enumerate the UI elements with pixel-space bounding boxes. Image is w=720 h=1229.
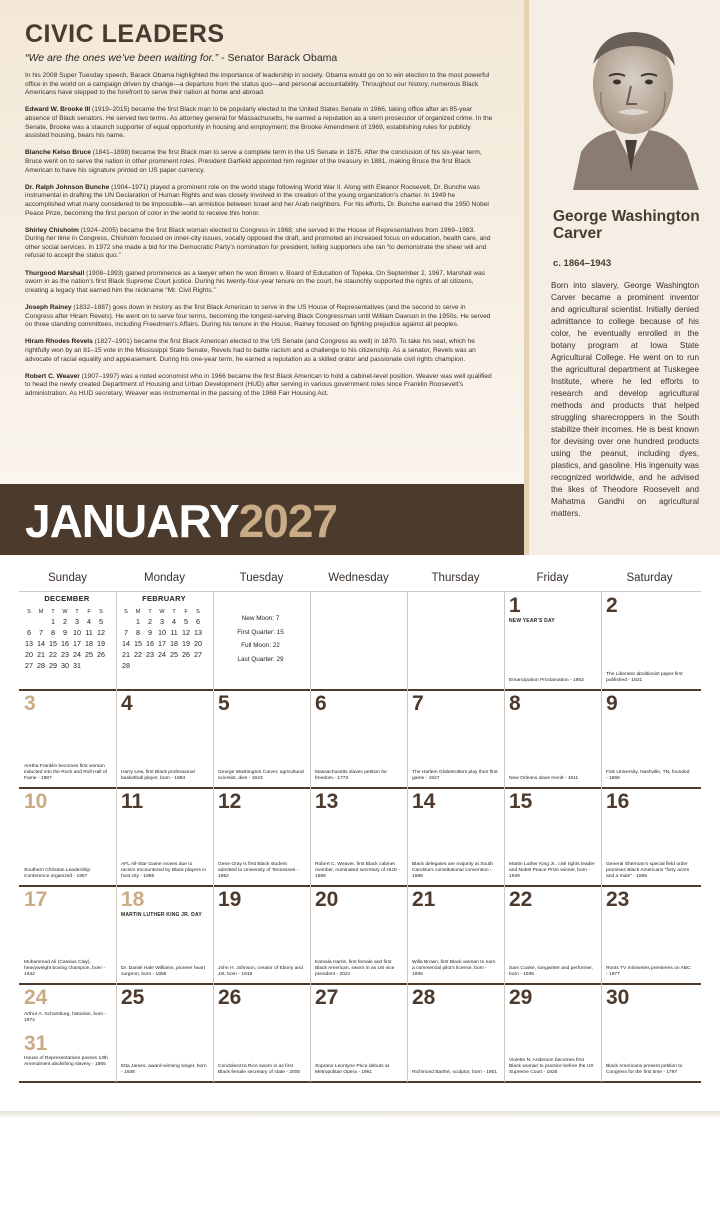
mini-calendar-weekday: T (172, 608, 176, 615)
day-number: 9 (606, 692, 618, 715)
calendar-day-cell[interactable] (407, 984, 504, 1082)
calendar-day-cell[interactable] (213, 886, 310, 984)
calendar-day-cell[interactable] (116, 690, 213, 788)
leader-name: Edward W. Brooke III (25, 106, 91, 114)
leader-entry (25, 106, 495, 140)
mini-calendar-weekday: T (75, 608, 79, 615)
mini-calendar-day (83, 660, 95, 671)
mini-calendar-day: 11 (170, 628, 178, 637)
mini-calendar-day: 27 (25, 661, 33, 670)
mini-calendar-weekday: S (196, 608, 200, 615)
mini-calendar-day: 10 (73, 628, 81, 637)
day-number: 30 (606, 986, 630, 1009)
mini-calendar-day (180, 660, 192, 671)
mini-calendar-day: 1 (51, 617, 55, 626)
mini-calendar-day (95, 660, 107, 671)
historical-event-note: General Sherman’s special field order promises Black Americans “forty acres and a mule” - 1865 (606, 862, 690, 879)
mini-calendar-day: 21 (122, 650, 130, 659)
mini-calendar-day: 17 (73, 639, 81, 648)
mini-calendar-day: 3 (75, 617, 79, 626)
mini-calendar-day: 5 (99, 617, 103, 626)
leader-entry (25, 338, 495, 364)
mini-calendar-day (35, 616, 47, 627)
featured-name: George Washington Carver (553, 208, 700, 242)
featured-dates: c. 1864–1943 (553, 258, 612, 269)
leader-name: Shirley Chisholm (25, 226, 79, 234)
mini-calendar-weekday: S (99, 608, 103, 615)
historical-event-note: Massachusetts slaves petition for freedom - 1773 (315, 770, 388, 781)
historical-event-note: Gene Gray is first Black student admitted to University of Tennessee - 1952 (218, 862, 299, 879)
article-body (25, 72, 495, 407)
calendar-day-cell[interactable] (504, 592, 601, 690)
mini-calendar-day: 26 (182, 650, 190, 659)
mini-calendar-day: 14 (37, 639, 45, 648)
mini-calendar-day: 24 (158, 650, 166, 659)
moon-phase: Full Moon: 22 (241, 642, 280, 649)
quote-author: - Senator Barack Obama (218, 52, 338, 64)
portrait-illustration (553, 22, 709, 190)
calendar-day-cell[interactable] (310, 788, 407, 886)
day-number: 26 (218, 986, 242, 1009)
historical-event-note: AFL All-Star Game moves due to racism encountered by Black players in host city - 1965 (121, 862, 207, 879)
day-number: 7 (412, 692, 424, 715)
section-title: CIVIC LEADERS (25, 20, 225, 48)
mini-calendar-day: 16 (61, 639, 69, 648)
mini-calendar-weekday: F (87, 608, 91, 615)
day-number: 16 (606, 790, 630, 813)
mini-calendar-day: 15 (49, 639, 57, 648)
mini-calendar-weekday: M (38, 608, 44, 615)
featured-bio: Born into slavery, George Washington Carver became a prominent inventor and agricultural scientist. Initially denied admittance to college because of his color, he eventually enrolled in the botany program at Iowa State Agricultural College. He went on to run the agricultural department at Tuskegee Institute, where he led efforts to research and develop agricultural methods and products that helped struggling sharecroppers in the South stabilize their incomes. He is best known for devising over one hundred products using the peanut, including dyes, plastics, and gasoline. His ingenuity was recognized worldwide, and he advised the likes of Theodore Roosevelt and Mahatma Gandhi on agricultural matters. (551, 281, 699, 518)
mini-calendar-day: 12 (182, 628, 190, 637)
calendar-day-cell[interactable] (504, 984, 601, 1082)
day-number: 21 (412, 888, 436, 911)
leader-text: (1841–1898) became the first Black man to serve a complete term in the US Senate in 1875. After the conclusion of his six-year term, Bruce went on to serve the nation in other prominent roles. President Garfield appointed him register of the treasury in 1881, making Bruce the first Black American to have his signature printed on US paper currency. (25, 149, 482, 174)
leader-entry (25, 270, 495, 296)
leader-text: (1924–2005) became the first Black woman elected to Congress in 1968; she served in the House of Representatives from 1969–1983. During her time in Congress, Chisholm focused on inner-city issues, vocally opposed the draft, and promoted an increased focus on education, health care, and other social services. In 1972 she made a bid for the Democratic Party’s nomination for president, telling supporters she ran “to demonstrate the sheer will and refusal to accept the status quo.” (25, 226, 491, 260)
day-number: 2 (606, 594, 618, 617)
leader-text: (1907–1997) was a noted economist who in 1966 became the first Black American to hold a cabinet-level position. Weaver was well qualified to head the newly created Department of Housing and Urban Development (HUD) after serving in various government roles since Franklin Roosevelt’s administration. As HUD secretary, Weaver was instrumental in the passing of the 1968 Fair Housing Act. (25, 372, 492, 397)
calendar-day-cell[interactable] (407, 788, 504, 886)
day-number: 10 (24, 790, 48, 813)
historical-event-note: Black Americans present petition to Congress for the first time - 1797 (606, 1064, 683, 1075)
calendar-day-cell[interactable] (116, 886, 213, 984)
month-year: 2027 (238, 495, 337, 547)
historical-event-note: Black delegates are majority at South Carolina’s constitutional convention - 1868 (412, 862, 494, 879)
mini-calendar-weekday: S (27, 608, 31, 615)
historical-event-note: New Orleans slave revolt - 1811 (509, 776, 579, 781)
civic-leaders-section (0, 0, 524, 484)
day-number: 12 (218, 790, 242, 813)
day-number: 27 (315, 986, 339, 1009)
mini-calendar-day: 20 (194, 639, 202, 648)
historical-event-note: Richmond Barthé, sculptor, born - 1901 (412, 1070, 498, 1075)
day-number: 17 (24, 888, 48, 911)
day-number: 29 (509, 986, 533, 1009)
mini-calendar-day: 4 (87, 617, 91, 626)
weekday-header: Saturday (626, 572, 673, 584)
mini-calendar-day: 13 (194, 628, 202, 637)
mini-calendar-day: 11 (85, 628, 93, 637)
historical-event-note: Etta James, award-winning singer, born - 1938 (121, 1064, 207, 1075)
historical-event-note: Soprano Leontyne Price debuts at Metropolitan Opera - 1961 (315, 1064, 389, 1075)
intro-paragraph: In his 2008 Super Tuesday speech, Barack Obama highlighted the importance of leadership in society. Obama would go on to win election to the most powerful office in the world on a campaign driven by change—a departure from the status quo—and personal accountability. Throughout our history, numerous Black Americans have stepped to the forefront to serve their nation at home and abroad. (25, 72, 490, 97)
mini-calendar-day: 27 (194, 650, 202, 659)
mini-calendar-day: 19 (182, 639, 190, 648)
calendar-day-cell[interactable] (504, 788, 601, 886)
mini-calendar-day: 1 (136, 617, 140, 626)
leader-name: Robert C. Weaver (25, 372, 80, 380)
mini-calendar-weekday: F (184, 608, 188, 615)
day-number: 11 (121, 790, 144, 813)
mini-calendar-day: 13 (25, 639, 33, 648)
mini-calendar-day: 3 (160, 617, 164, 626)
day-number: 6 (315, 692, 327, 715)
historical-event-note: Robert C. Weaver, first Black cabinet member, nominated secretary of HUD - 1966 (315, 862, 401, 879)
month-title (25, 494, 337, 548)
mini-calendar-title: FEBRUARY (142, 594, 186, 603)
sidebar-panel (529, 0, 720, 555)
mini-calendar-day: 18 (85, 639, 93, 648)
mini-calendar-day: 18 (170, 639, 178, 648)
historical-event-note: The Liberator abolitionist paper first published - 1831 (606, 672, 683, 683)
calendar-day-cell[interactable] (19, 886, 116, 984)
calendar-day-cell[interactable] (601, 886, 698, 984)
mini-calendar-weekday: S (124, 608, 128, 615)
mini-calendar-day: 6 (27, 628, 31, 637)
mini-calendar-day: 31 (73, 661, 81, 670)
calendar-day-cell[interactable] (504, 690, 601, 788)
mini-calendar-day: 23 (146, 650, 154, 659)
leader-entry (25, 373, 495, 399)
day-number: 15 (509, 790, 533, 813)
calendar-day-cell[interactable] (116, 984, 213, 1082)
calendar-day-cell[interactable] (19, 984, 116, 1033)
calendar-day-cell[interactable] (310, 886, 407, 984)
mini-calendar-day: 7 (39, 628, 43, 637)
leader-entry (25, 184, 495, 218)
day-number: 4 (121, 692, 133, 715)
weekday-header: Thursday (431, 572, 480, 584)
mini-calendar-day: 10 (158, 628, 166, 637)
mini-calendar-day (144, 660, 156, 671)
mini-calendar-day: 28 (37, 661, 45, 670)
bottom-divider (0, 1111, 720, 1119)
mini-calendar-table (120, 607, 204, 671)
mini-calendar-day: 14 (122, 639, 130, 648)
mini-calendar-day: 8 (51, 628, 55, 637)
day-number: 14 (412, 790, 436, 813)
day-number: 5 (218, 692, 230, 715)
mini-calendar-day: 17 (158, 639, 166, 648)
mini-calendar-day: 12 (97, 628, 105, 637)
calendar-day-cell[interactable] (310, 984, 407, 1082)
moon-phase: First Quarter: 15 (237, 628, 284, 636)
day-number: 3 (24, 692, 36, 715)
historical-event-note: Harry Lew, first Black professional basketball player, born - 1884 (121, 770, 195, 781)
day-number: 19 (218, 888, 242, 911)
day-number: 8 (509, 692, 521, 715)
weekday-header: Sunday (47, 572, 87, 584)
mini-calendar-day (168, 660, 180, 671)
weekday-header: Wednesday (328, 572, 389, 584)
leader-text: (1827–1901) became the first Black American elected to the US Senate (and Congress as well) in 1870. To take his seat, which he rightfully won by an 81–15 vote in the Mississippi State Senate, Revels had to battle racism and a challenge to his citizenship. As a senator, Revels was an advocate of racial equality and appeasement. During his one-year term, he earned a reputation as a skilled orator and passionate civil rights champion. (25, 338, 476, 363)
mini-calendar-weekday: W (159, 608, 165, 615)
historical-event-note: Aretha Franklin becomes first woman inducted into the Rock and Roll Hall of Fame - 1987 (24, 764, 107, 781)
mini-calendar-day: 8 (136, 628, 140, 637)
mini-calendar-day: 22 (49, 650, 57, 659)
holiday-label: MARTIN LUTHER KING JR. DAY (121, 912, 202, 918)
mini-calendar-weekday: T (148, 608, 152, 615)
calendar-day-cell[interactable] (116, 788, 213, 886)
weekday-header: Tuesday (239, 572, 284, 584)
historical-event-note: Kamala Harris, first female and first Black American, sworn in as US vice president - 2021 (315, 960, 395, 977)
mini-calendar-day: 30 (61, 661, 69, 670)
leader-text: (1919–2015) became the first Black man to be popularly elected to the United States Senate in 1966, taking office after an 85-year absence of Black senators. He served two terms. As attorney general for Massachusetts, he earned a reputation as a stern prosecutor of organized crime. In the Senate, Brooke was a staunch supporter of equal opportunity in housing and employment; the Brooke Amendment of 1969, establishing rules for publicly assisted housing, bears his name. (25, 106, 493, 140)
calendar-day-cell[interactable] (213, 984, 310, 1082)
historical-event-note: Emancipation Proclamation - 1863 (509, 678, 584, 683)
leader-name: Thurgood Marshall (25, 269, 85, 277)
holiday-label: NEW YEAR’S DAY (509, 618, 555, 624)
day-number: 1 (509, 594, 521, 617)
mini-calendar-weekday: T (51, 608, 55, 615)
mini-calendar-day: 25 (85, 650, 93, 659)
day-number: 23 (606, 888, 630, 911)
moon-phases (212, 612, 309, 666)
calendar-day-cell[interactable] (19, 1030, 116, 1079)
leader-text: (1832–1887) goes down in history as the first Black American to serve in the US House of Representatives (and the second to serve in Congress after Hiram Revels). He went on to serve four terms, becoming the longest-serving Black Congressman until William Dawson in the 1950s. He served on three standing committees, including Freedmen’s Affairs. During his tenure in the House, Rainey focused on fighting prejudice against all peoples. (25, 304, 491, 329)
mini-calendar-day: 25 (170, 650, 178, 659)
mini-calendar-day: 19 (97, 639, 105, 648)
day-number: 20 (315, 888, 339, 911)
calendar-day-cell[interactable] (407, 690, 504, 788)
mini-calendar-day: 22 (134, 650, 142, 659)
calendar-day-cell[interactable] (19, 690, 116, 788)
historical-event-note: Willa Brown, first Black woman to earn a commercial pilot’s license, born - 1906 (412, 960, 496, 977)
calendar-day-cell[interactable] (213, 788, 310, 886)
mini-calendar-day: 15 (134, 639, 142, 648)
day-number: 31 (24, 1032, 48, 1055)
day-number: 22 (509, 888, 533, 911)
mini-calendar-day: 20 (25, 650, 33, 659)
historical-event-note: Violette N. Anderson becomes first Black woman to practice before the US Supreme Court - 1926 (509, 1058, 594, 1075)
leader-name: Dr. Ralph Johnson Bunche (25, 183, 110, 191)
weekday-header: Friday (536, 572, 569, 584)
day-number: 28 (412, 986, 436, 1009)
historical-event-note: House of Representatives passes 13th Amendment abolishing slavery - 1865 (24, 1056, 109, 1067)
day-number: 25 (121, 986, 145, 1009)
mini-calendar-day: 2 (63, 617, 67, 626)
moon-phase: Last Quarter: 29 (237, 655, 284, 663)
calendar-day-cell[interactable] (601, 592, 698, 690)
mini-calendar-day: 4 (172, 617, 176, 626)
leader-name: Blanche Kelso Bruce (25, 149, 91, 157)
leader-entry (25, 304, 495, 330)
mini-calendar (21, 594, 113, 671)
historical-event-note: George Washington Carver, agricultural scientist, dies - 1943 (218, 770, 304, 781)
historical-event-note: Southern Christian Leadership Conference organized - 1957 (24, 868, 91, 879)
day-number: 24 (24, 986, 48, 1009)
calendar-day-cell[interactable] (601, 984, 698, 1082)
day-number: 13 (315, 790, 339, 813)
mini-calendar-day: 28 (122, 661, 130, 670)
month-name: JANUARY (25, 495, 239, 547)
historical-event-note: The Harlem Globetrotters play their first game - 1927 (412, 770, 498, 781)
historical-event-note: Arthur A. Schomburg, historian, born - 1874 (24, 1012, 107, 1023)
day-number: 18 (121, 888, 145, 911)
mini-calendar-day (120, 616, 132, 627)
quote-text: “We are the ones we’ve been waiting for.” (25, 52, 219, 64)
calendar-day-cell[interactable] (601, 788, 698, 886)
mini-calendar-table (23, 607, 107, 671)
historical-event-note: Martin Luther King Jr., civil rights leader and Nobel Peace Prize winner, born - 1929 (509, 862, 595, 879)
mini-calendar-day (132, 660, 144, 671)
mini-calendar-day: 16 (146, 639, 154, 648)
historical-event-note: Dr. Daniel Hale Williams, pioneer heart surgeon, born - 1856 (121, 966, 205, 977)
mini-calendar-day: 5 (184, 617, 188, 626)
mini-calendar-day: 2 (148, 617, 152, 626)
mini-calendar-day: 9 (148, 628, 152, 637)
calendar-day-cell[interactable] (213, 690, 310, 788)
mini-calendar-title: DECEMBER (44, 594, 90, 603)
leader-text: (1904–1971) played a prominent role on the world stage following World War II. Along with Eleanor Roosevelt, Dr. Bunche was instrumental in drafting the UN Declaration of Human Rights and was closely involved in the creation of the young organization’s charter. In 1949 he accomplished what many considered to be impossible—an armistice between Israel and her Arab neighbors. For his efforts, Dr. Bunche earned the 1950 Nobel Peace Prize, becoming the first person of color in the world to receive this honor. (25, 183, 489, 217)
leader-name: Joseph Rainey (25, 304, 72, 312)
mini-calendar-day: 6 (196, 617, 200, 626)
mini-calendar-weekday: W (62, 608, 68, 615)
historical-event-note: Condoleezza Rice sworn in as first Black female secretary of state - 2005 (218, 1064, 301, 1075)
mini-calendar-day: 26 (97, 650, 105, 659)
weekday-header: Monday (144, 572, 185, 584)
leader-name: Hiram Rhodes Revels (25, 338, 93, 346)
featured-person-sidebar (524, 0, 720, 555)
mini-calendar (118, 594, 210, 671)
mini-calendar-day (156, 660, 168, 671)
mini-calendar-day: 23 (61, 650, 69, 659)
mini-calendar-day: 24 (73, 650, 81, 659)
mini-calendar-day: 29 (49, 661, 57, 670)
mini-calendar-day (192, 660, 204, 671)
historical-event-note: Sam Cooke, songwriter and performer, born - 1935 (509, 966, 593, 977)
historical-event-note: Muhammad Ali (Cassius Clay), heavyweight boxing champion, born - 1942 (24, 960, 106, 977)
mini-calendar-day: 7 (124, 628, 128, 637)
leader-entry (25, 149, 495, 175)
moon-phase: New Moon: 7 (241, 615, 280, 622)
historical-event-note: Fisk University, Nashville, TN, founded - 1866 (606, 770, 690, 781)
calendar-day-cell[interactable] (407, 886, 504, 984)
mini-calendar-weekday: M (135, 608, 141, 615)
mini-calendar-day: 9 (63, 628, 67, 637)
mini-calendar-day: 21 (37, 650, 45, 659)
historical-event-note: John H. Johnson, creator of Ebony and Jet, born - 1918 (218, 966, 303, 977)
calendar-day-cell[interactable] (504, 886, 601, 984)
quote (25, 52, 337, 64)
calendar-day-cell[interactable] (310, 690, 407, 788)
leader-entry (25, 227, 495, 261)
calendar-day-cell[interactable] (601, 690, 698, 788)
historical-event-note: Roots TV miniseries premieres on ABC - 1977 (606, 966, 691, 977)
calendar-day-cell[interactable] (19, 788, 116, 886)
leader-text: (1908–1993) gained prominence as a lawyer when he won Brown v. Board of Education of Topeka. On September 2, 1967, Marshall was sworn in as the nation’s first Black Supreme Court justice. During his twenty-four-year tenure on the court, he staunchly supported the rights of all citizens, creating a legacy that earned him the nickname “Mr. Civil Rights.” (25, 269, 486, 294)
mini-calendar-day (23, 616, 35, 627)
